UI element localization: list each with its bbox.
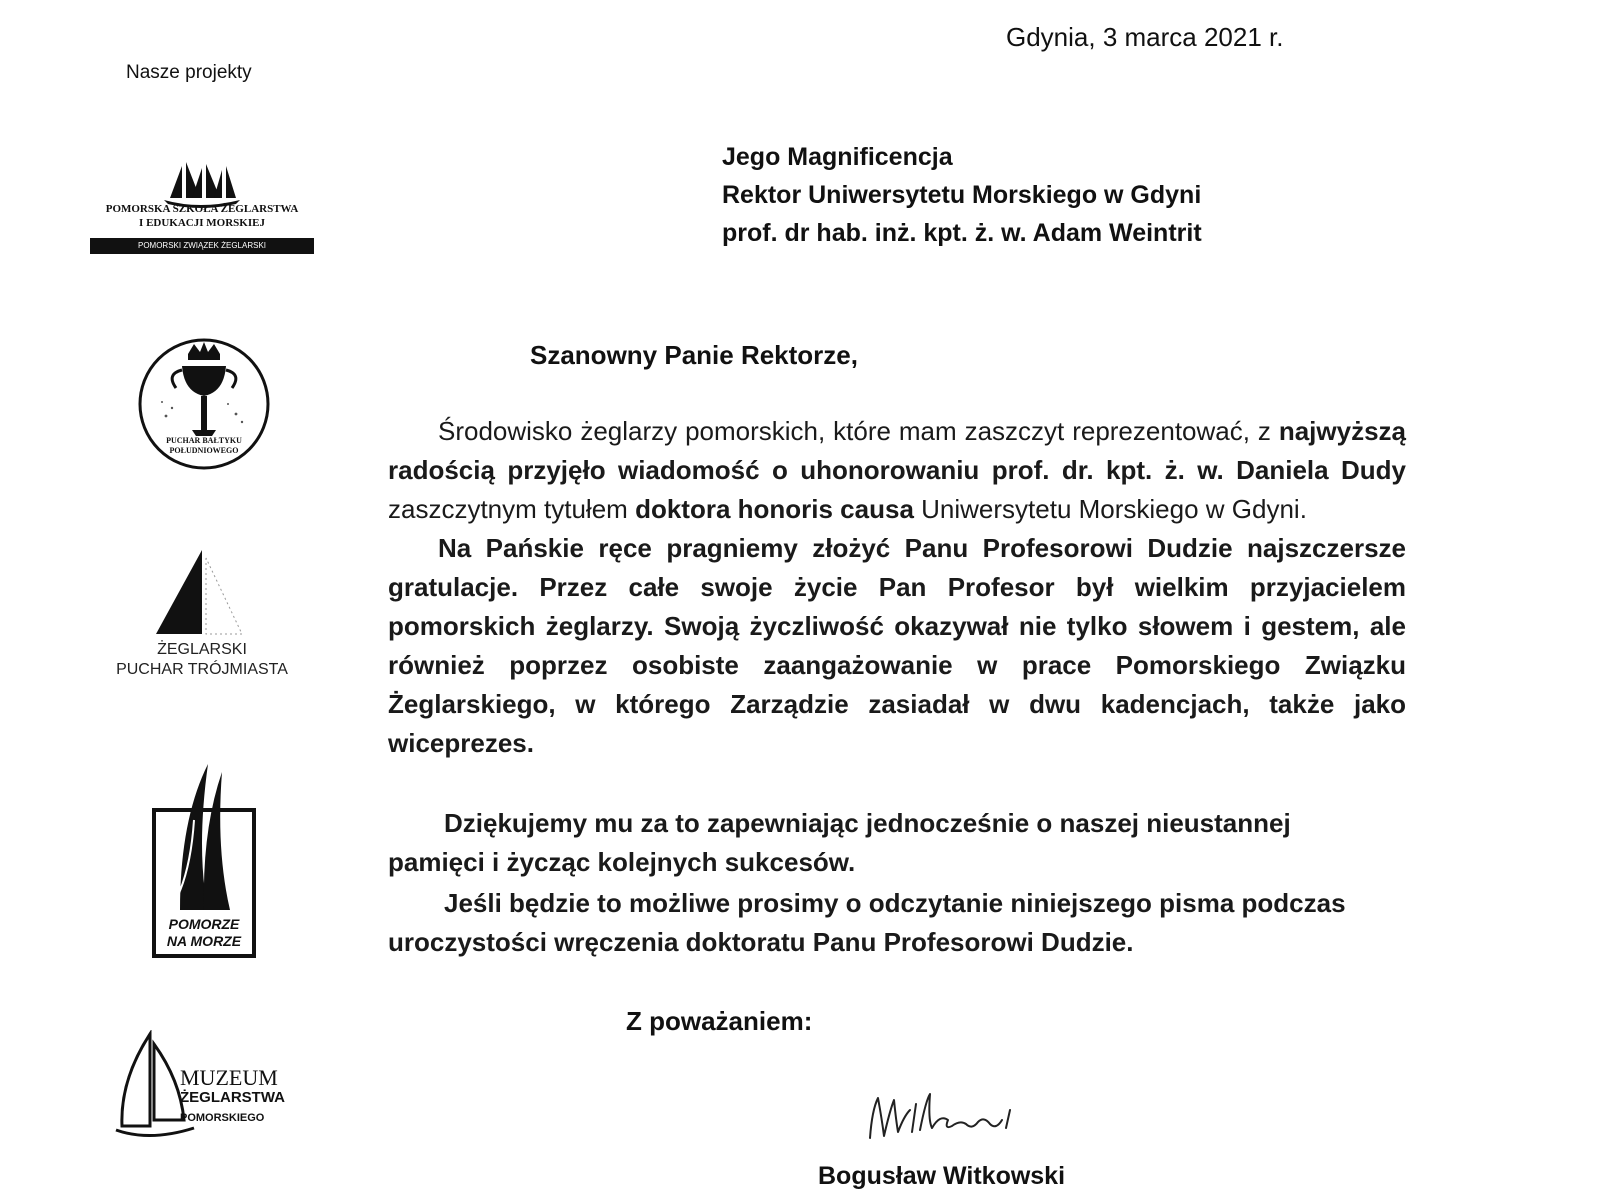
paragraph-1-part-b: najwyższą radością przyjęło wiadomość o uhonorowaniu prof. dr. kpt. ż. w. [388, 416, 1406, 485]
salutation: Szanowny Panie Rektorze, [530, 340, 858, 370]
logo-1-ribbon: POMORSKI ZWIĄZEK ŻEGLARSKI [90, 238, 314, 254]
recipient-line-3: prof. dr hab. inż. kpt. ż. w. Adam Weintrit [722, 219, 1202, 247]
logo-4-line-2: NA MORZE [166, 933, 242, 949]
logo-5-line-1: MUZEUM [180, 1065, 278, 1090]
logo-2-line-2: POŁUDNIOWEGO [169, 446, 239, 455]
paragraph-1-part-d: Uniwersytetu Morskiego w Gdyni. [913, 494, 1307, 524]
signer-name: Bogusław Witkowski [818, 1162, 1066, 1190]
signature-icon [860, 1080, 1060, 1150]
closing-phrase: Z poważaniem: [626, 1006, 813, 1036]
logo-4-line-1: POMORZE [168, 916, 240, 932]
honorary-title: doktora honoris causa [635, 494, 914, 524]
logo-1-line-1: POMORSKA SZKOŁA ŻEGLARSTWA [105, 203, 299, 215]
paragraph-3-line-1: Dziękujemy mu za to zapewniając jednocześnie o naszej nieustannej [444, 808, 1291, 838]
paragraph-4-line-2: uroczystości wręczenia doktoratu Panu Profesorowi Dudzie. [388, 927, 1134, 957]
logo-sailing-school [90, 160, 314, 260]
recipient-line-1: Jego Magnificencja [722, 143, 953, 171]
paragraph-1-part-c: zaszczytnym tytułem [388, 494, 636, 524]
paragraph-4-line-1: Jeśli będzie to możliwe prosimy o odczytanie niniejszego pisma podczas [444, 888, 1346, 918]
logo-3-line-2: PUCHAR TRÓJMIASTA [116, 661, 288, 678]
paragraph-2: Na Pańskie ręce pragniemy złożyć Panu Profesorowi Dudzie najszczersze gratulacje. Przez całe swoje życie Pan Profesor był wielkim przyjacielem pomorskich żeglarzy. Swoją życzliwość okazywał nie tylko słowem i gestem, ale również poprzez osobiste zaangażowanie w prace Pomorskiego Związku Żeglarskiego, w którego Zarządzie zasiadał w dwu kadencjach, także jako wiceprezes. [388, 533, 1406, 758]
logo-1-line-2: I EDUKACJI MORSKIEJ [139, 217, 265, 229]
logo-5-line-3: POMORSKIEGO [180, 1112, 265, 1124]
logo-pomorze-na-morze [150, 760, 258, 960]
recipient-line-2: Rektor Uniwersytetu Morskiego w Gdyni [722, 181, 1202, 209]
recipient-block [722, 138, 1202, 252]
logo-2-line-1: PUCHAR BAŁTYKU [166, 436, 242, 445]
paragraph-3 [388, 804, 1388, 882]
paragraph-1 [388, 412, 1406, 529]
projects-heading: Nasze projekty [126, 62, 252, 83]
logo-3-line-1: ŻEGLARSKI [157, 641, 247, 658]
logo-muzeum [110, 1030, 310, 1142]
logo-cup-emblem [136, 336, 272, 472]
paragraph-3-line-2: pamięci i życząc kolejnych sukcesów. [388, 847, 856, 877]
triangle-sail-icon [104, 548, 300, 638]
letter-date: Gdynia, 3 marca 2021 r. [1006, 22, 1284, 52]
honoree-name: Daniela Dudy [1236, 455, 1406, 485]
letter-body [388, 412, 1406, 763]
logo-triangle-sail [104, 548, 300, 684]
logo-5-line-2: ŻEGLARSTWA [180, 1089, 285, 1106]
paragraph-1-part-a: Środowisko żeglarzy pomorskich, które mam zaszczyt reprezentować, z [438, 416, 1279, 446]
paragraph-4 [388, 884, 1388, 962]
